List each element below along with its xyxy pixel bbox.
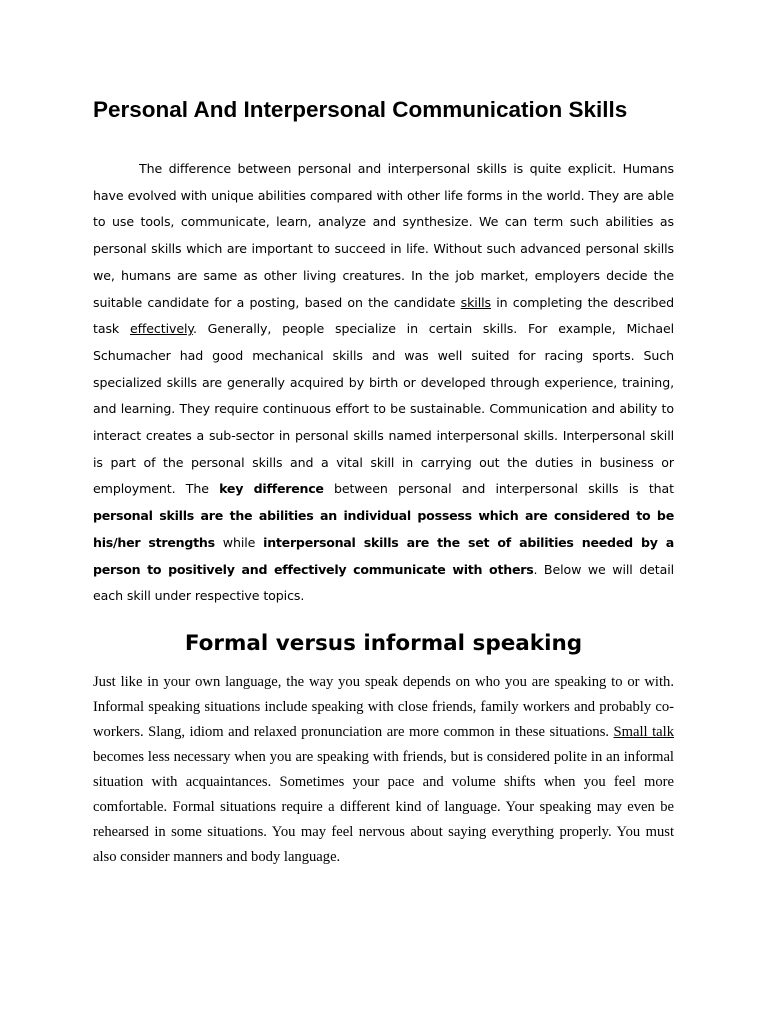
speaking-text-2: becomes less necessary when you are speaking with friends, but is considered polite in an informal situation with acquaintances. Sometimes your pace and volume shifts when you feel more comfortable. Formal situations require a different kind of language. Your speaking may even be rehearsed in some situations. You may feel nervous about saying everything properly. You must also consider manners and body language. — [93, 749, 674, 865]
intro-text-1: The difference between personal and interpersonal skills is quite explicit. Humans have evolved with unique abilities compared with other life forms in the world. They are able to use tools, communicate, learn, analyze and synthesize. We can term such abilities as personal skills which are important to succeed in life. Without such advanced personal skills we, humans are same as other living creatures. In the job market, employers decide the suitable candidate for a posting, based on the candidate — [93, 161, 674, 310]
intro-paragraph — [93, 156, 674, 610]
intro-text-5: while — [214, 534, 264, 550]
intro-text-2: in completing the described task — [93, 294, 674, 337]
section-heading-formal-informal: Formal versus informal speaking — [184, 631, 583, 656]
skills-link[interactable]: skills — [460, 294, 491, 310]
small-talk-link[interactable]: Small talk — [613, 724, 674, 740]
formal-informal-paragraph — [93, 670, 674, 870]
document-title: Personal And Interpersonal Communication Skills — [93, 97, 628, 122]
personal-skills-definition: personal skills are the abilities an individual possess which are considered to be his/her strengths — [93, 508, 674, 550]
intro-text-3: . Generally, people specialize in certain skills. For example, Michael Schumacher had good mechanical skills and was well suited for racing sports. Such specialized skills are generally acquired by birth or developed through experience, training, and learning. They require continuous effort to be sustainable. Communication and ability to interact creates a sub-sector in personal skills named interpersonal skills. Interpersonal skill is part of the personal skills and a vital skill in carrying out the duties in business or employment. The — [93, 321, 674, 497]
key-difference-bold: key difference — [219, 481, 324, 497]
speaking-text-1: Just like in your own language, the way you speak depends on who you are speaking to or with. Informal speaking situations include speaking with close friends, family workers and probably co-workers. Slang, idiom and relaxed pronunciation are more common in these situations. — [93, 674, 674, 740]
intro-text-4: between personal and interpersonal skills is that — [323, 481, 674, 497]
interpersonal-skills-definition: interpersonal skills are the set of abilities needed by a person to positively and effectively communicate with others — [93, 534, 674, 577]
effectively-link[interactable]: effectively — [129, 321, 193, 337]
intro-text-6: . Below we will detail each skill under respective topics. — [93, 561, 674, 604]
